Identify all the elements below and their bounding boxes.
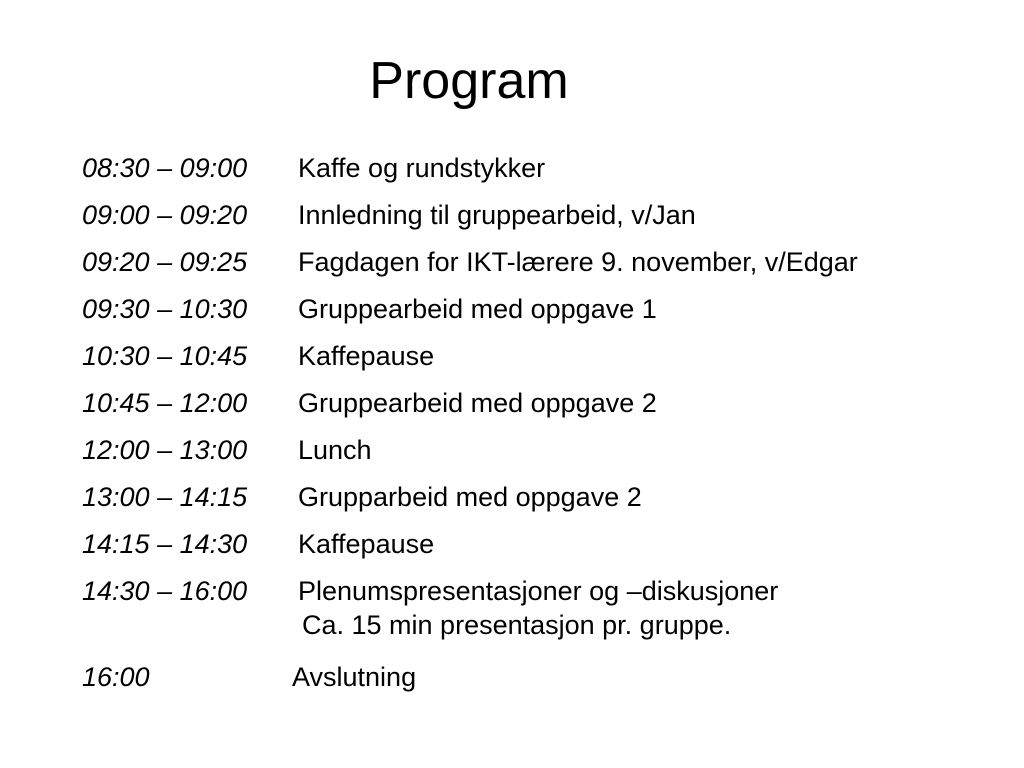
schedule-activity: Kaffepause [298, 341, 435, 371]
schedule-time: 09:30 – 10:30 [82, 294, 248, 324]
schedule-activity: Innledning til gruppearbeid, v/Jan [298, 200, 696, 230]
schedule-row [82, 146, 1012, 193]
schedule-row [82, 334, 1012, 381]
schedule-activity: Plenumspresentasjoner og –diskusjoner [298, 576, 779, 606]
schedule-time: 08:30 – 09:00 [82, 153, 248, 183]
schedule-activity: Gruppearbeid med oppgave 1 [298, 294, 657, 324]
schedule-time: 10:30 – 10:45 [82, 341, 248, 371]
schedule-time: 12:00 – 13:00 [82, 435, 248, 465]
schedule-list [82, 146, 1012, 702]
schedule-row [82, 569, 1012, 655]
schedule-row [82, 193, 1012, 240]
schedule-activity: Gruppearbeid med oppgave 2 [298, 388, 657, 418]
schedule-time: 10:45 – 12:00 [82, 388, 248, 418]
schedule-activity: Lunch [298, 435, 372, 465]
schedule-activity: Kaffe og rundstykker [298, 153, 546, 183]
schedule-activity: Avslutning [292, 662, 417, 692]
schedule-time: 14:15 – 14:30 [82, 529, 248, 559]
schedule-activity-note: Ca. 15 min presentasjon pr. gruppe. [302, 610, 732, 640]
schedule-time: 13:00 – 14:15 [82, 482, 248, 512]
schedule-activity: Grupparbeid med oppgave 2 [298, 482, 642, 512]
schedule-row [82, 428, 1012, 475]
schedule-row [82, 475, 1012, 522]
schedule-activity: Fagdagen for IKT-lærere 9. november, v/Edgar [298, 247, 858, 277]
schedule-row [82, 522, 1012, 569]
schedule-time: 09:20 – 09:25 [82, 247, 248, 277]
schedule-row [82, 655, 1012, 702]
schedule-row [82, 381, 1012, 428]
schedule-time: 14:30 – 16:00 [82, 576, 248, 606]
schedule-activity: Kaffepause [298, 529, 435, 559]
schedule-row [82, 240, 1012, 287]
page-title: Program [369, 52, 569, 110]
schedule-time: 09:00 – 09:20 [82, 200, 248, 230]
schedule-time: 16:00 [82, 662, 150, 692]
schedule-row [82, 287, 1012, 334]
